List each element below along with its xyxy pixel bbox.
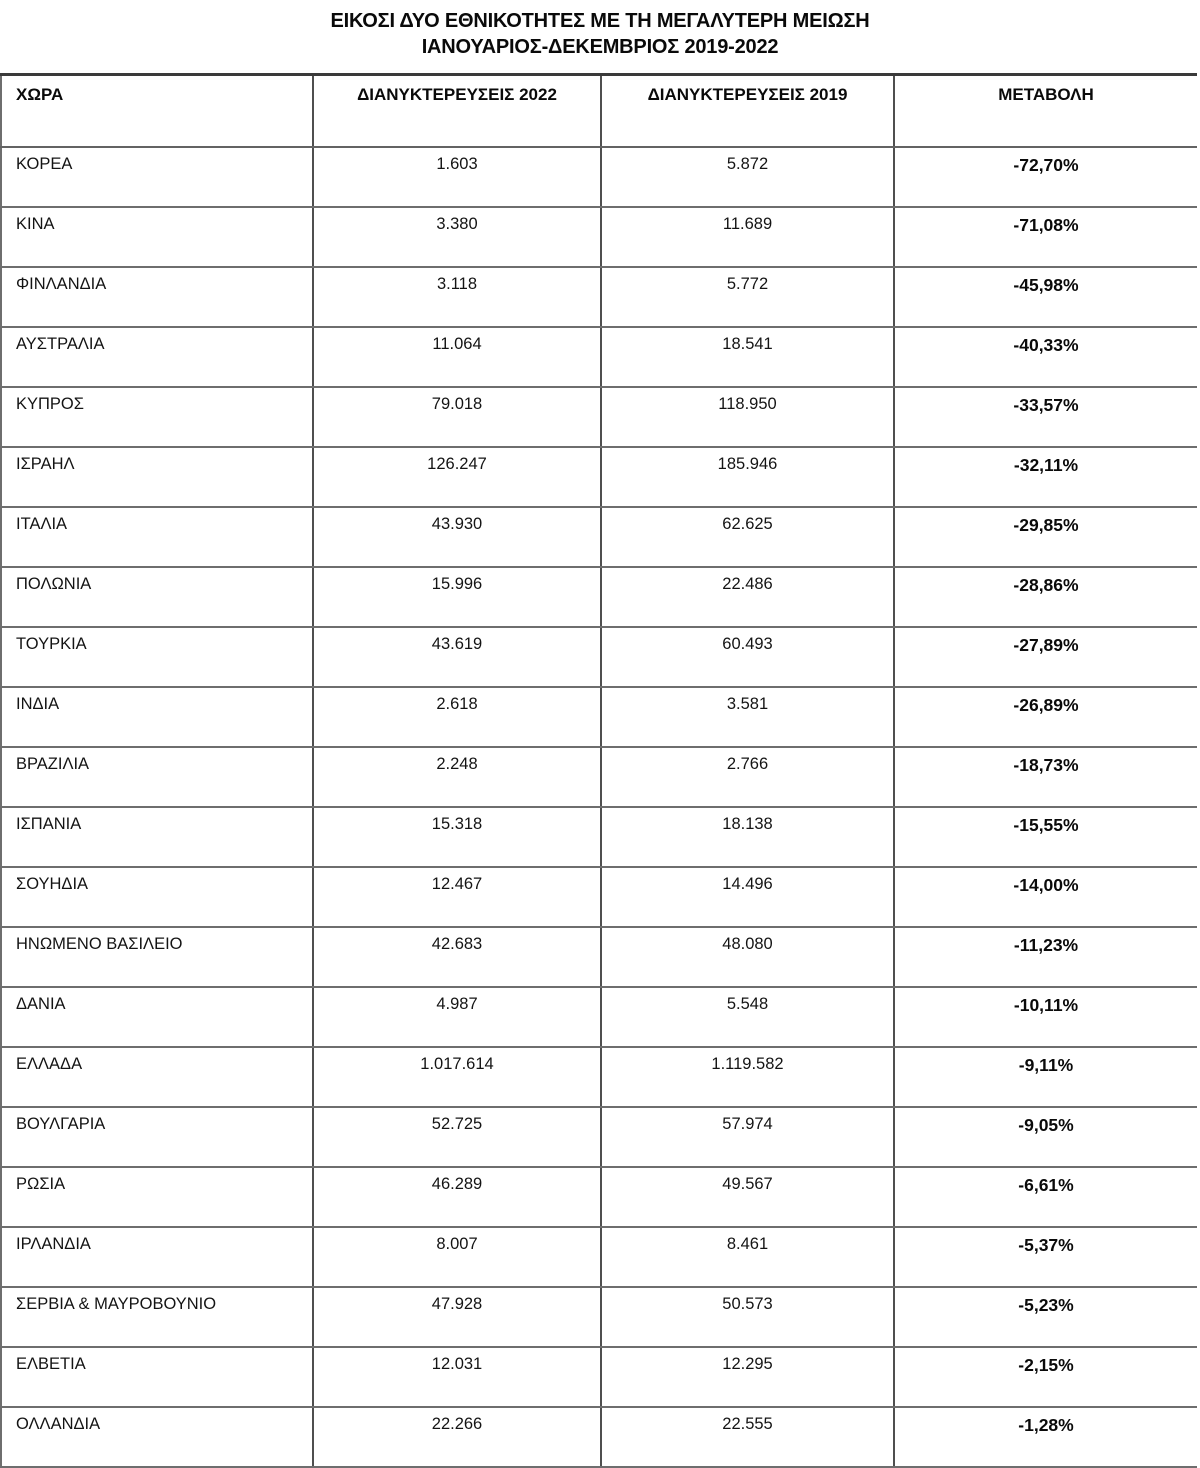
table-row <box>1 627 1197 687</box>
nights-2019-cell: 1.119.582 <box>601 1047 894 1107</box>
table-row <box>1 687 1197 747</box>
nights-2019-cell: 49.567 <box>601 1167 894 1227</box>
country-cell: ΚΙΝΑ <box>1 207 313 267</box>
nights-2019-cell: 22.555 <box>601 1407 894 1467</box>
change-cell: -71,08% <box>894 207 1197 267</box>
title-line-2: ΙΑΝΟΥΑΡΙΟΣ-ΔΕΚΕΜΒΡΙΟΣ 2019-2022 <box>421 36 779 58</box>
nights-2022-cell: 42.683 <box>313 927 601 987</box>
nights-2022-cell: 43.930 <box>313 507 601 567</box>
nights-2022-cell: 3.118 <box>313 267 601 327</box>
country-cell: ΠΟΛΩΝΙΑ <box>1 567 313 627</box>
change-cell: -11,23% <box>894 927 1197 987</box>
header-nights-2022: ΔΙΑΝΥΚΤΕΡΕΥΣΕΙΣ 2022 <box>313 75 601 148</box>
country-cell: ΤΟΥΡΚΙΑ <box>1 627 313 687</box>
table-row <box>1 387 1197 447</box>
change-cell: -26,89% <box>894 687 1197 747</box>
change-cell: -45,98% <box>894 267 1197 327</box>
country-cell: ΒΟΥΛΓΑΡΙΑ <box>1 1107 313 1167</box>
nights-2019-cell: 22.486 <box>601 567 894 627</box>
nights-2022-cell: 15.318 <box>313 807 601 867</box>
country-cell: ΣΕΡΒΙΑ & ΜΑΥΡΟΒΟΥΝΙΟ <box>1 1287 313 1347</box>
table-row <box>1 1287 1197 1347</box>
table-row <box>1 567 1197 627</box>
table-row <box>1 327 1197 387</box>
nights-2022-cell: 46.289 <box>313 1167 601 1227</box>
header-country: ΧΩΡΑ <box>1 75 313 148</box>
title-line-1: ΕΙΚΟΣΙ ΔΥΟ ΕΘΝΙΚΟΤΗΤΕΣ ΜΕ ΤΗ ΜΕΓΑΛΥΤΕΡΗ ΜΕΙΩΣΗ <box>330 10 870 32</box>
country-cell: ΙΡΛΑΝΔΙΑ <box>1 1227 313 1287</box>
country-cell: ΚΟΡΕΑ <box>1 147 313 207</box>
change-cell: -5,23% <box>894 1287 1197 1347</box>
change-cell: -18,73% <box>894 747 1197 807</box>
nights-2022-cell: 2.618 <box>313 687 601 747</box>
nights-2019-cell: 60.493 <box>601 627 894 687</box>
change-cell: -1,28% <box>894 1407 1197 1467</box>
nights-2022-cell: 8.007 <box>313 1227 601 1287</box>
nights-2019-cell: 11.689 <box>601 207 894 267</box>
nights-2022-cell: 1.017.614 <box>313 1047 601 1107</box>
table-row <box>1 207 1197 267</box>
nights-2022-cell: 43.619 <box>313 627 601 687</box>
country-cell: ΑΥΣΤΡΑΛΙΑ <box>1 327 313 387</box>
table-row <box>1 147 1197 207</box>
table-row <box>1 867 1197 927</box>
change-cell: -29,85% <box>894 507 1197 567</box>
table-row <box>1 987 1197 1047</box>
table-row <box>1 507 1197 567</box>
country-cell: ΙΣΡΑΗΛ <box>1 447 313 507</box>
country-cell: ΟΛΛΑΝΔΙΑ <box>1 1407 313 1467</box>
nights-2019-cell: 57.974 <box>601 1107 894 1167</box>
nights-2019-cell: 62.625 <box>601 507 894 567</box>
table-row <box>1 1107 1197 1167</box>
nights-2022-cell: 1.603 <box>313 147 601 207</box>
country-cell: ΗΝΩΜΕΝΟ ΒΑΣΙΛΕΙΟ <box>1 927 313 987</box>
nights-2022-cell: 12.031 <box>313 1347 601 1407</box>
change-cell: -28,86% <box>894 567 1197 627</box>
nights-2019-cell: 185.946 <box>601 447 894 507</box>
change-cell: -40,33% <box>894 327 1197 387</box>
nights-2022-cell: 47.928 <box>313 1287 601 1347</box>
change-cell: -5,37% <box>894 1227 1197 1287</box>
nights-2019-cell: 3.581 <box>601 687 894 747</box>
country-cell: ΙΣΠΑΝΙΑ <box>1 807 313 867</box>
table-row <box>1 447 1197 507</box>
nights-2022-cell: 2.248 <box>313 747 601 807</box>
nights-2022-cell: 52.725 <box>313 1107 601 1167</box>
table-row <box>1 747 1197 807</box>
table-row <box>1 927 1197 987</box>
nights-2019-cell: 5.772 <box>601 267 894 327</box>
country-cell: ΒΡΑΖΙΛΙΑ <box>1 747 313 807</box>
nights-2019-cell: 8.461 <box>601 1227 894 1287</box>
change-cell: -33,57% <box>894 387 1197 447</box>
nights-2022-cell: 4.987 <box>313 987 601 1047</box>
nights-2022-cell: 79.018 <box>313 387 601 447</box>
change-cell: -15,55% <box>894 807 1197 867</box>
country-cell: ΕΛΒΕΤΙΑ <box>1 1347 313 1407</box>
table-row <box>1 1407 1197 1467</box>
nights-2022-cell: 15.996 <box>313 567 601 627</box>
country-cell: ΔΑΝΙΑ <box>1 987 313 1047</box>
nights-2022-cell: 11.064 <box>313 327 601 387</box>
nationalities-decrease-table <box>0 73 1197 1468</box>
country-cell: ΙΤΑΛΙΑ <box>1 507 313 567</box>
country-cell: ΡΩΣΙΑ <box>1 1167 313 1227</box>
change-cell: -9,05% <box>894 1107 1197 1167</box>
nights-2019-cell: 5.548 <box>601 987 894 1047</box>
header-nights-2019: ΔΙΑΝΥΚΤΕΡΕΥΣΕΙΣ 2019 <box>601 75 894 148</box>
change-cell: -2,15% <box>894 1347 1197 1407</box>
table-row <box>1 1167 1197 1227</box>
change-cell: -27,89% <box>894 627 1197 687</box>
change-cell: -32,11% <box>894 447 1197 507</box>
country-cell: ΕΛΛΑΔΑ <box>1 1047 313 1107</box>
header-change: ΜΕΤΑΒΟΛΗ <box>894 75 1197 148</box>
figure-title <box>0 0 1200 60</box>
nights-2019-cell: 118.950 <box>601 387 894 447</box>
table-row <box>1 1047 1197 1107</box>
nights-2022-cell: 3.380 <box>313 207 601 267</box>
nights-2022-cell: 12.467 <box>313 867 601 927</box>
nights-2022-cell: 126.247 <box>313 447 601 507</box>
nights-2019-cell: 5.872 <box>601 147 894 207</box>
change-cell: -10,11% <box>894 987 1197 1047</box>
change-cell: -14,00% <box>894 867 1197 927</box>
header-row <box>1 75 1197 148</box>
nights-2019-cell: 2.766 <box>601 747 894 807</box>
nights-2019-cell: 18.541 <box>601 327 894 387</box>
table-body <box>1 147 1197 1467</box>
table-row <box>1 1227 1197 1287</box>
country-cell: ΚΥΠΡΟΣ <box>1 387 313 447</box>
nights-2019-cell: 12.295 <box>601 1347 894 1407</box>
change-cell: -72,70% <box>894 147 1197 207</box>
nights-2019-cell: 48.080 <box>601 927 894 987</box>
nights-2019-cell: 18.138 <box>601 807 894 867</box>
change-cell: -6,61% <box>894 1167 1197 1227</box>
country-cell: ΙΝΔΙΑ <box>1 687 313 747</box>
country-cell: ΦΙΝΛΑΝΔΙΑ <box>1 267 313 327</box>
table-row <box>1 267 1197 327</box>
nights-2019-cell: 50.573 <box>601 1287 894 1347</box>
change-cell: -9,11% <box>894 1047 1197 1107</box>
nights-2019-cell: 14.496 <box>601 867 894 927</box>
nights-2022-cell: 22.266 <box>313 1407 601 1467</box>
country-cell: ΣΟΥΗΔΙΑ <box>1 867 313 927</box>
table-row <box>1 807 1197 867</box>
table-row <box>1 1347 1197 1407</box>
